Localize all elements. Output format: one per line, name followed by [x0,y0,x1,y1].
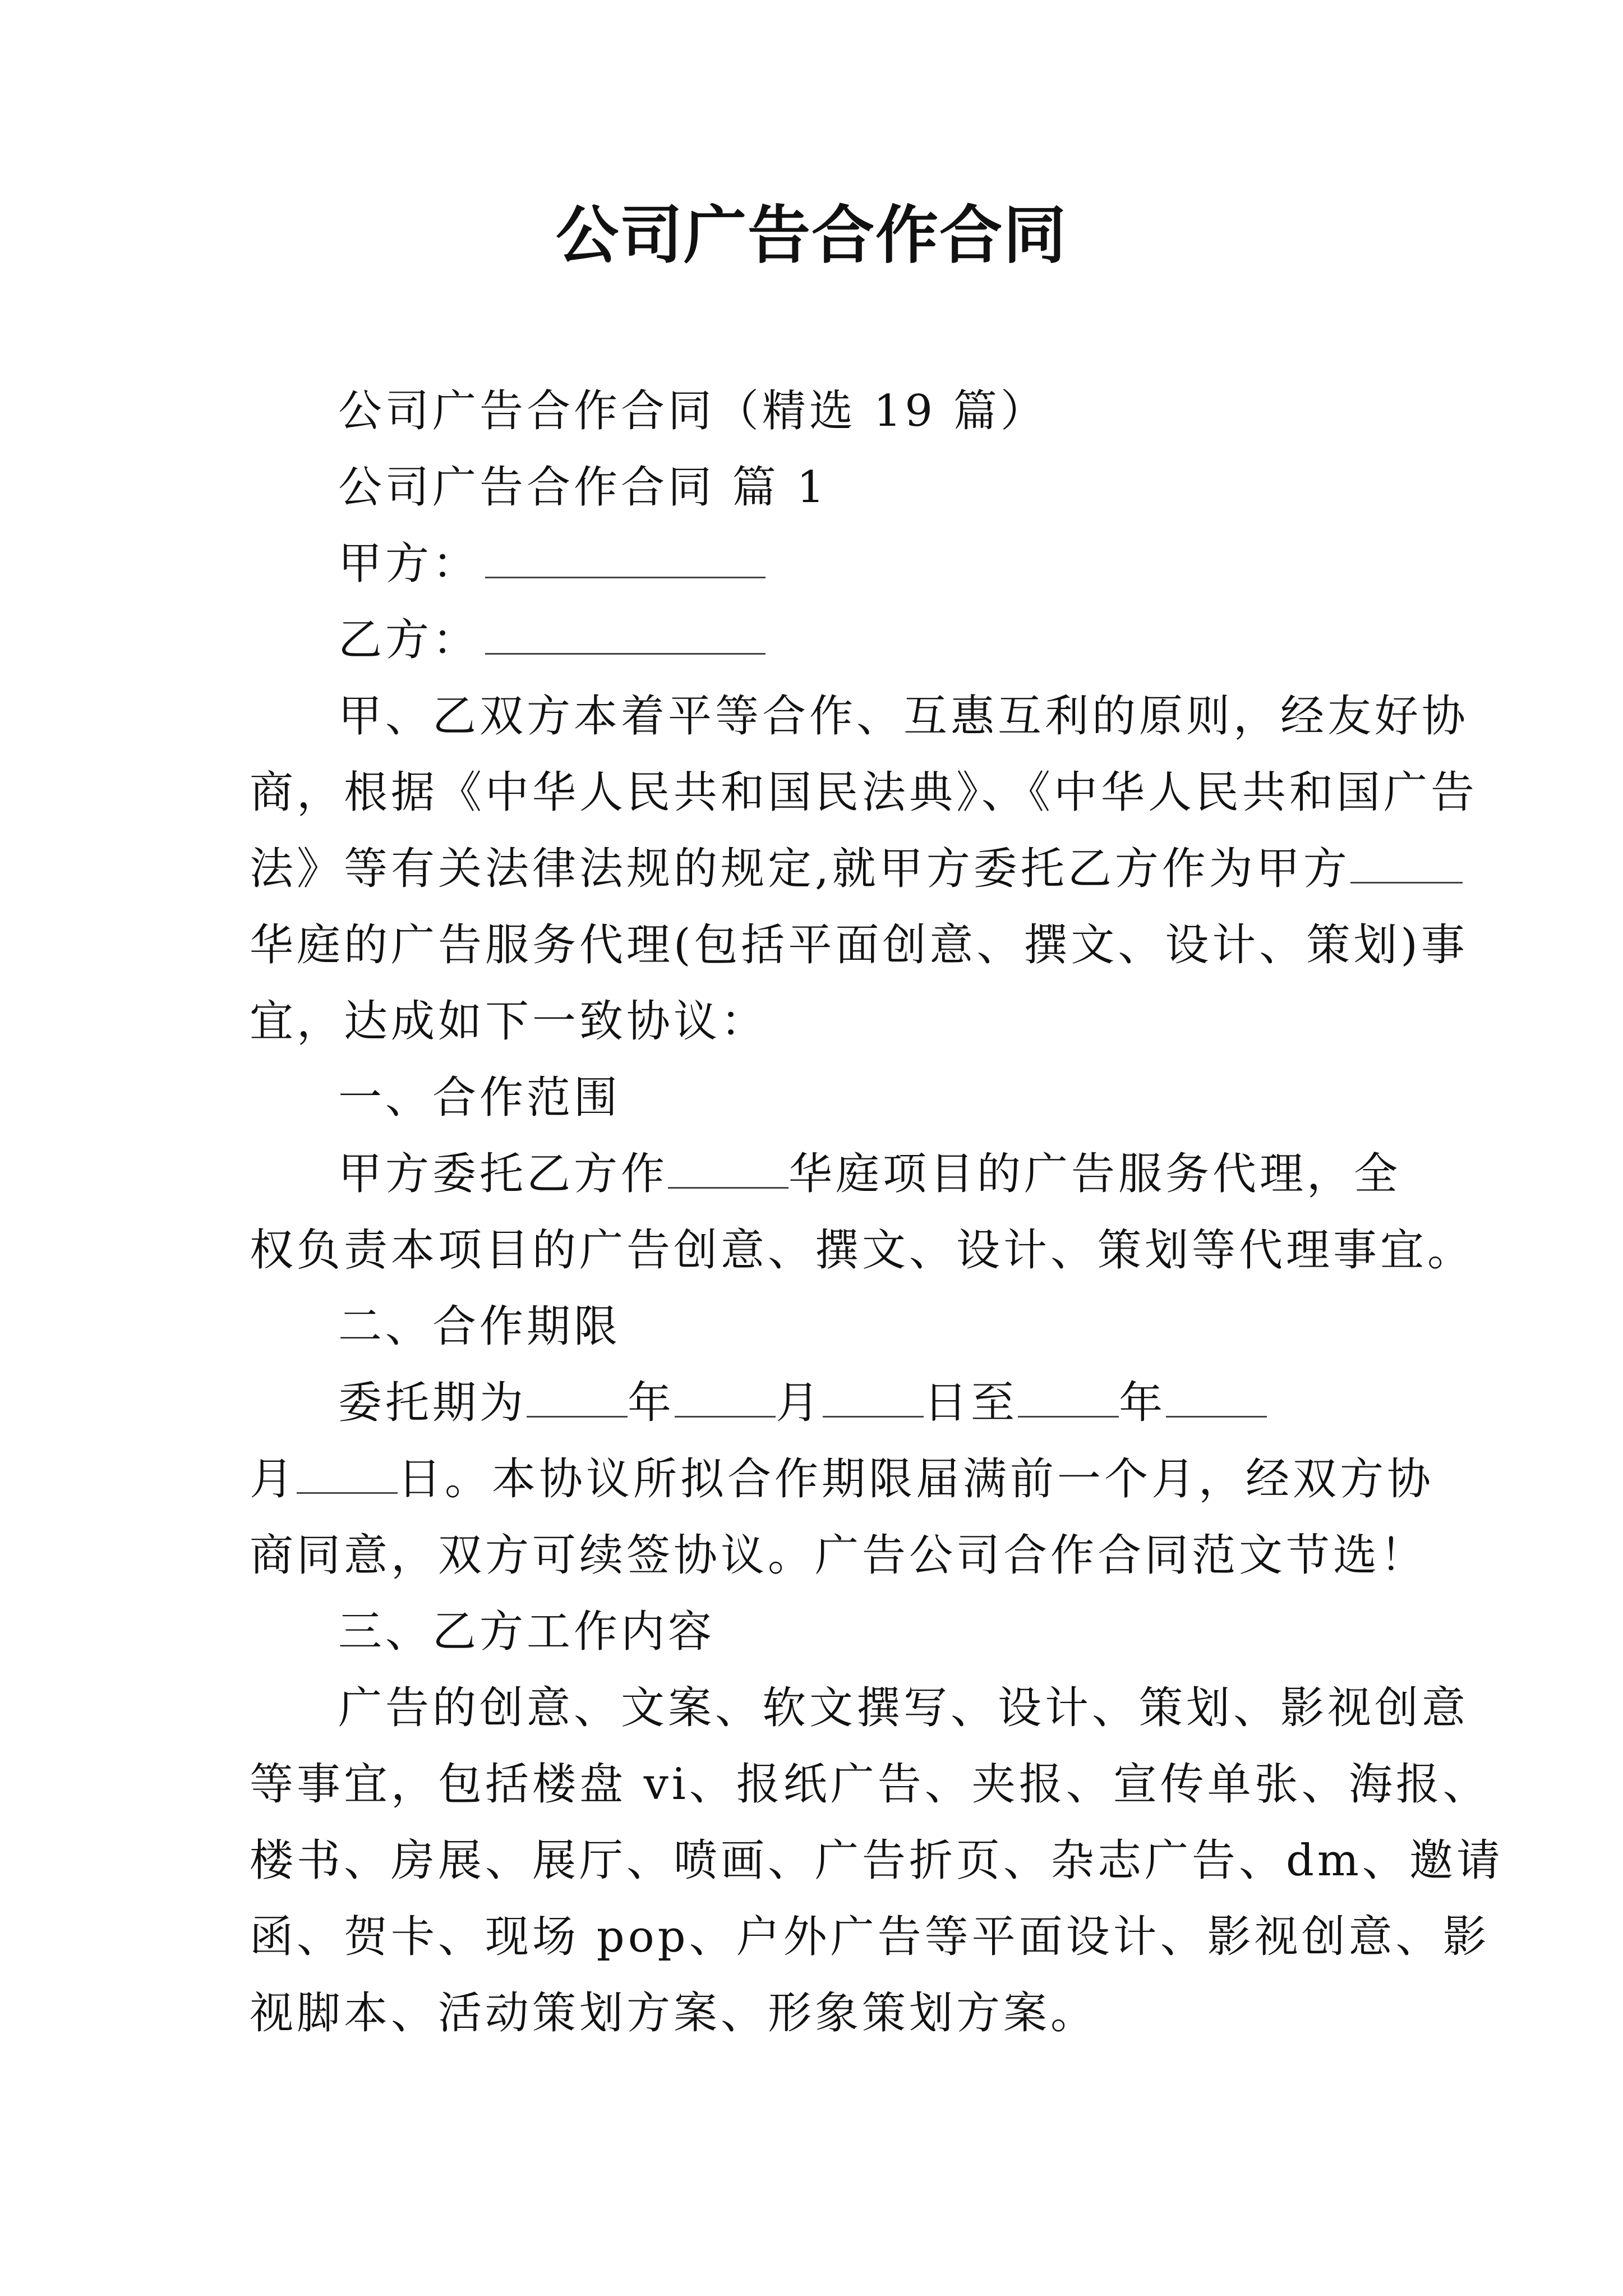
year-blank [1018,1375,1119,1418]
month-blank [1166,1375,1267,1418]
paragraph-line: 华庭的广告服务代理(包括平面创意、撰文、设计、策划)事 [250,920,1468,970]
party-b-label: 乙方： [338,615,480,665]
paragraph-text: 日至 [924,1378,1018,1428]
document-body [250,373,1504,2051]
party-a-blank [485,536,766,578]
party-a-label: 甲方： [338,539,480,589]
paragraph-line: 权负责本项目的广告创意、撰文、设计、策划等代理事宜。 [250,1225,1475,1276]
paragraph-line: 商同意，双方可续签协议。广告公司合作合同范文节选！ [250,1530,1428,1581]
paragraph-text: 月 [250,1454,297,1504]
paragraph-text: 日。本协议所拟合作期限届满前一个月，经双方协 [398,1454,1435,1504]
clause-heading: 一、合作范围 [338,1073,621,1123]
paragraph-text: 月 [776,1378,823,1428]
paragraph-line [250,1365,1385,1441]
paragraph-line: 宜，达成如下一致协议： [250,996,768,1047]
clause-heading: 二、合作期限 [338,1301,621,1352]
fill-blank [668,1147,789,1189]
paragraph-line: 广告的创意、文案、软文撰写、设计、策划、影视创意 [338,1683,1469,1733]
paragraph-text: 委托期为 [338,1378,527,1428]
party-a-line [250,526,1385,602]
paragraph-line [250,1441,1435,1517]
paragraph-text: 甲方委托乙方作 [338,1149,668,1199]
document-title: 公司广告合作合同 [556,199,1067,272]
day-blank [297,1452,398,1494]
paragraph-line [250,831,1385,907]
fill-blank [1350,841,1463,884]
paragraph-text: 法》等有关法律法规的规定,就甲方委托乙方作为甲方 [250,844,1350,894]
clause-heading: 三、乙方工作内容 [338,1607,716,1657]
paragraph-text: 华庭项目的广告服务代理，全 [789,1149,1401,1199]
party-b-blank [485,613,766,655]
month-blank [675,1375,776,1418]
paragraph-text: 年 [1119,1378,1166,1428]
paragraph-line [250,1136,1401,1212]
paragraph-line: 商，根据《中华人民共和国民法典》、《中华人民共和国广告 [250,767,1478,818]
day-blank [823,1375,924,1418]
paragraph-line: 楼书、房展、展厅、喷画、广告折页、杂志广告、dm、邀请 [250,1835,1504,1886]
paragraph-line: 甲、乙双方本着平等合作、互惠互利的原则，经友好协 [338,691,1469,742]
section-heading-line: 公司广告合作合同 篇 1 [338,462,828,513]
paragraph-text: 年 [628,1378,675,1428]
year-blank [527,1375,628,1418]
paragraph-line: 等事宜，包括楼盘 vi、报纸广告、夹报、宣传单张、海报、 [250,1759,1490,1810]
party-b-line [250,602,1385,678]
subtitle-line: 公司广告合作合同（精选 19 篇） [338,386,1048,436]
paragraph-line: 视脚本、活动策划方案、形象策划方案。 [250,1988,1098,2039]
paragraph-line: 函、贺卡、现场 pop、户外广告等平面设计、影视创意、影 [250,1912,1490,1962]
